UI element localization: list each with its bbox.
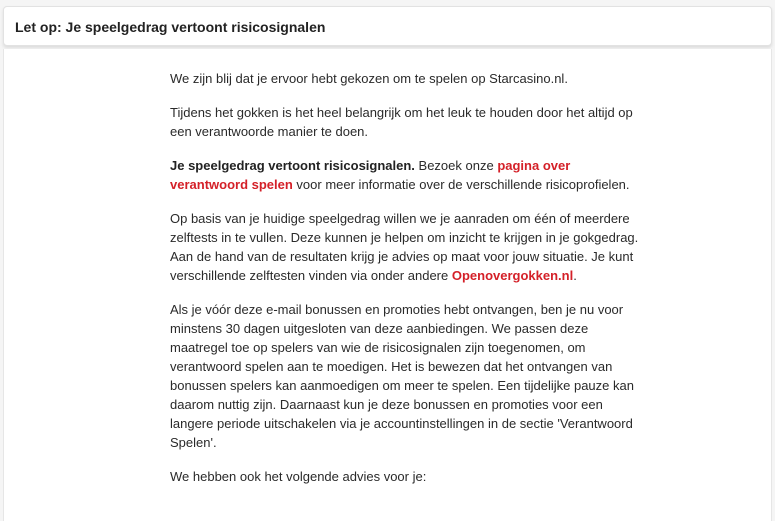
selftest-paragraph: [170, 209, 648, 285]
risk-signal-paragraph: [170, 156, 648, 194]
risk-text-before-link: Bezoek onze: [414, 158, 498, 173]
responsible-gaming-page-link[interactable]: pagina over verantwoord spelen: [170, 158, 571, 192]
intro-paragraph: We zijn blij dat je ervoor hebt gekozen om te spelen op Starcasino.nl.: [170, 71, 568, 86]
dialog-title: Let op: Je speelgedrag vertoont risicosignalen: [15, 19, 326, 35]
dialog-header: [3, 6, 772, 46]
bonus-exclusion-paragraph: Als je vóór deze e-mail bonussen en promoties hebt ontvangen, ben je nu voor minstens 30 dagen uitgesloten van deze aanbiedingen. We passen deze maatregel toe op spelers van wie de risicosignalen zijn toegenomen, om verantwoord spelen aan te moedigen. Het is bewezen dat het ontvangen van bonussen spelers kan aanmoedigen om meer te spelen. Een tijdelijke pauze kan daarom nuttig zijn. Daarnaast kun je deze bonussen en promoties voor een langere periode uitschakelen via je accountinstellingen in de sectie 'Verantwoord Spelen'.: [170, 302, 634, 450]
importance-paragraph: Tijdens het gokken is het heel belangrijk om het leuk te houden door het altijd op een verantwoorde manier te doen.: [170, 105, 633, 139]
risk-text-after-link: voor meer informatie over de verschillende risicoprofielen.: [292, 177, 630, 192]
selftest-text-end: .: [573, 268, 577, 283]
advice-intro-paragraph: We hebben ook het volgende advies voor je:: [170, 469, 427, 484]
dialog-body[interactable]: [3, 49, 772, 521]
risk-signal-heading: Je speelgedrag vertoont risicosignalen.: [170, 158, 415, 173]
openovergokken-link[interactable]: Openovergokken.nl: [451, 268, 574, 283]
message-content: [170, 69, 648, 501]
selftest-text: Op basis van je huidige speelgedrag willen we je aanraden om één of meerdere zelftests in te vullen. Deze kunnen je helpen om inzicht te krijgen in je gokgedrag. Aan de hand van de resultaten krijg je advies op maat voor jouw situatie. Je kunt verschillende zelftesten vinden via onder andere: [170, 211, 639, 283]
